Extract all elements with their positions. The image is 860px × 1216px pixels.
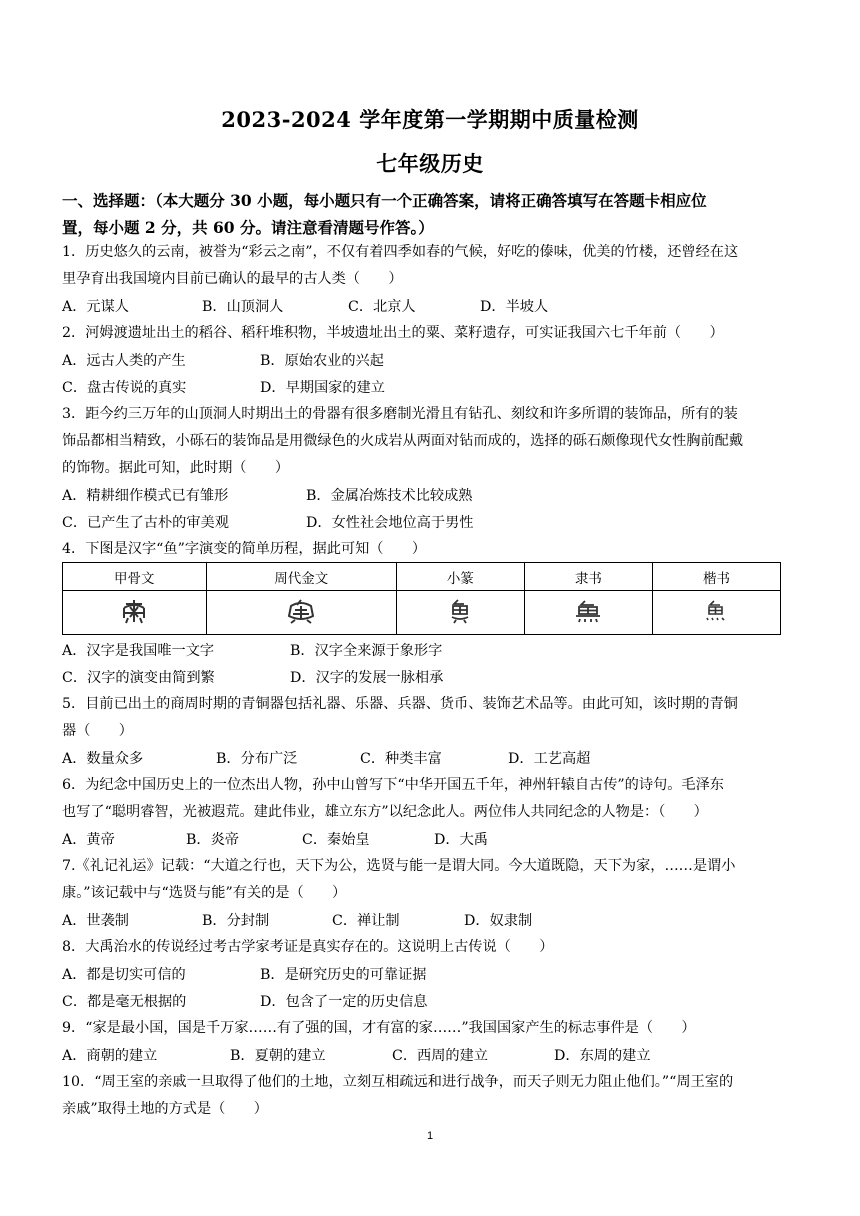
option-a: A．黄帝 [62,832,115,848]
page-number: 1 [426,1130,434,1142]
option-d: D．大禹 [434,832,488,848]
option-a: A．商朝的建立 [62,1048,158,1064]
question-7-line: 康。”该记载中与“选贤与能”有关的是（ ） [62,885,347,901]
table-cell [652,591,780,635]
option-a: A．都是切实可信的 [62,967,186,983]
exam-subtitle: 七年级历史 [376,151,484,176]
option-b: B．炎帝 [186,832,239,848]
table-cell [206,591,396,635]
option-d: D．包含了一定的历史信息 [260,994,428,1010]
regular-script-fish-glyph [698,598,734,624]
table-cell [396,591,524,635]
table-header: 甲骨文 [63,563,207,591]
table-header: 隶书 [524,563,652,591]
section-heading [62,187,798,241]
question-3-line: 3．距今约三万年的山顶洞人时期出土的骨器有很多磨制光滑且有钻孔、刻纹和许多所谓的装饰品，所有的装 [62,406,738,422]
option-d: D．工艺高超 [508,751,591,767]
option-a: A．汉字是我国唯一文字 [62,643,215,659]
option-a: A．数量众多 [62,751,144,767]
option-d: D．奴隶制 [464,913,533,929]
question-8-options [62,991,798,1011]
question-9-line: 9．“家是最小国，国是千万家……有了强的国，才有富的家……”我国国家产生的标志事件是（ ） [62,1020,696,1036]
table-cell [524,591,652,635]
option-a: A．世袭制 [62,913,129,929]
option-b: B．分封制 [202,913,270,929]
option-b: B．原始农业的兴起 [260,353,384,369]
option-c: C．盘古传说的真实 [62,380,187,396]
question-10-line: 亲戚”取得土地的方式是（ ） [62,1101,268,1117]
question-2-options [62,350,798,370]
question-7-line: 7.《礼记礼运》记载：“大道之行也，天下为公，选贤与能一是谓大同。今大道既隐，天下为家，……是谓小 [62,858,736,874]
question-1-options [62,296,798,316]
option-c: C．已产生了古朴的审美观 [62,515,229,531]
question-5-options [62,748,798,768]
question-2-options [62,377,798,397]
option-c: C．都是毫无根据的 [62,994,187,1010]
question-8-options [62,964,798,984]
bronze-script-fish-glyph [283,598,319,624]
option-d: D．半坡人 [480,299,549,315]
question-6-options [62,829,798,849]
question-4-line: 4．下图是汉字“鱼”字演变的简单历程，据此可知（ ） [62,541,427,557]
option-a: A．远古人类的产生 [62,353,186,369]
question-9-options [62,1045,798,1065]
option-b: B．是研究历史的可靠证据 [260,967,427,983]
question-3-options [62,485,798,505]
question-10-line: 10．“周王室的亲戚一旦取得了他们的土地，立刻互相疏远和进行战争，而天子则无力阻止他们。”“周王室的 [62,1074,734,1090]
question-4-options [62,667,798,687]
question-5-line: 5．目前已出土的商周时期的青铜器包括礼器、乐器、兵器、货币、装饰艺术品等。由此可知，该时期的青铜 [62,696,738,712]
question-2-line: 2．河姆渡遗址出土的稻谷、稻秆堆积物，半坡遗址出土的粟、菜籽遗存，可实证我国六七千年前（ ） [62,325,724,341]
question-1-line: 里孕育出我国境内目前已确认的最早的古人类（ ） [62,271,403,287]
question-1-line: 1．历史悠久的云南，被誉为“彩云之南”，不仅有着四季如春的气候，好吃的傣味，优美的竹楼，还曾经在这 [62,244,739,260]
question-3-options [62,512,798,532]
question-3-line: 的饰物。据此可知，此时期（ ） [62,460,290,476]
option-b: B．汉字全来源于象形字 [290,643,443,659]
option-a: A．元谋人 [62,299,129,315]
option-d: D．早期国家的建立 [260,380,385,396]
option-c: C．禅让制 [332,913,400,929]
option-d: D．女性社会地位高于男性 [306,515,474,531]
option-c: C．西周的建立 [392,1048,488,1064]
option-a: A．精耕细作模式已有雏形 [62,488,229,504]
question-4-options [62,640,798,660]
option-b: B．山顶洞人 [202,299,284,315]
question-5-line: 器（ ） [62,723,133,739]
option-b: B．夏朝的建立 [230,1048,326,1064]
section-heading-line: 一、选择题：（本大题分 30 小题，每小题只有一个正确答案，请将正确答填写在答题卡相应位 [62,191,707,210]
table-header: 周代金文 [206,563,396,591]
question-3-line: 饰品都相当精致，小砾石的装饰品是用微绿色的火成岩从两面对钻而成的，选择的砾石颇像现代女性胸前配戴 [62,433,744,449]
question-6-line: 6．为纪念中国历史上的一位杰出人物，孙中山曾写下“中华开国五千年，神州轩辕自古传”的诗句。毛泽东 [62,777,724,793]
oracle-bone-fish-glyph [116,598,152,624]
question-7-options [62,910,798,930]
option-c: C．种类丰富 [360,751,442,767]
question-6-line: 也写了“聪明睿智，光被遐荒。建此伟业，雄立东方”以纪念此人。两位伟人共同纪念的人物是：（ ） [62,804,708,820]
option-b: B．分布广泛 [216,751,298,767]
table-header: 楷书 [652,563,780,591]
option-d: D．汉字的发展一脉相承 [290,670,444,686]
option-d: D．东周的建立 [554,1048,651,1064]
question-8-line: 8．大禹治水的传说经过考古学家考证是真实存在的。这说明上古传说（ ） [62,939,554,955]
exam-title: 2023-2024 学年度第一学期期中质量检测 [221,107,639,132]
table-header: 小篆 [396,563,524,591]
table-cell [63,591,207,635]
clerical-script-fish-glyph [570,598,606,624]
option-b: B．金属冶炼技术比较成熟 [306,488,473,504]
option-c: C．北京人 [348,299,416,315]
option-c: C．秦始皇 [302,832,370,848]
section-heading-line: 置，每小题 2 分，共 60 分。请注意看清题号作答。） [62,218,434,237]
option-c: C．汉字的演变由简到繁 [62,670,215,686]
fish-character-table [62,562,781,635]
small-seal-fish-glyph [442,598,478,624]
